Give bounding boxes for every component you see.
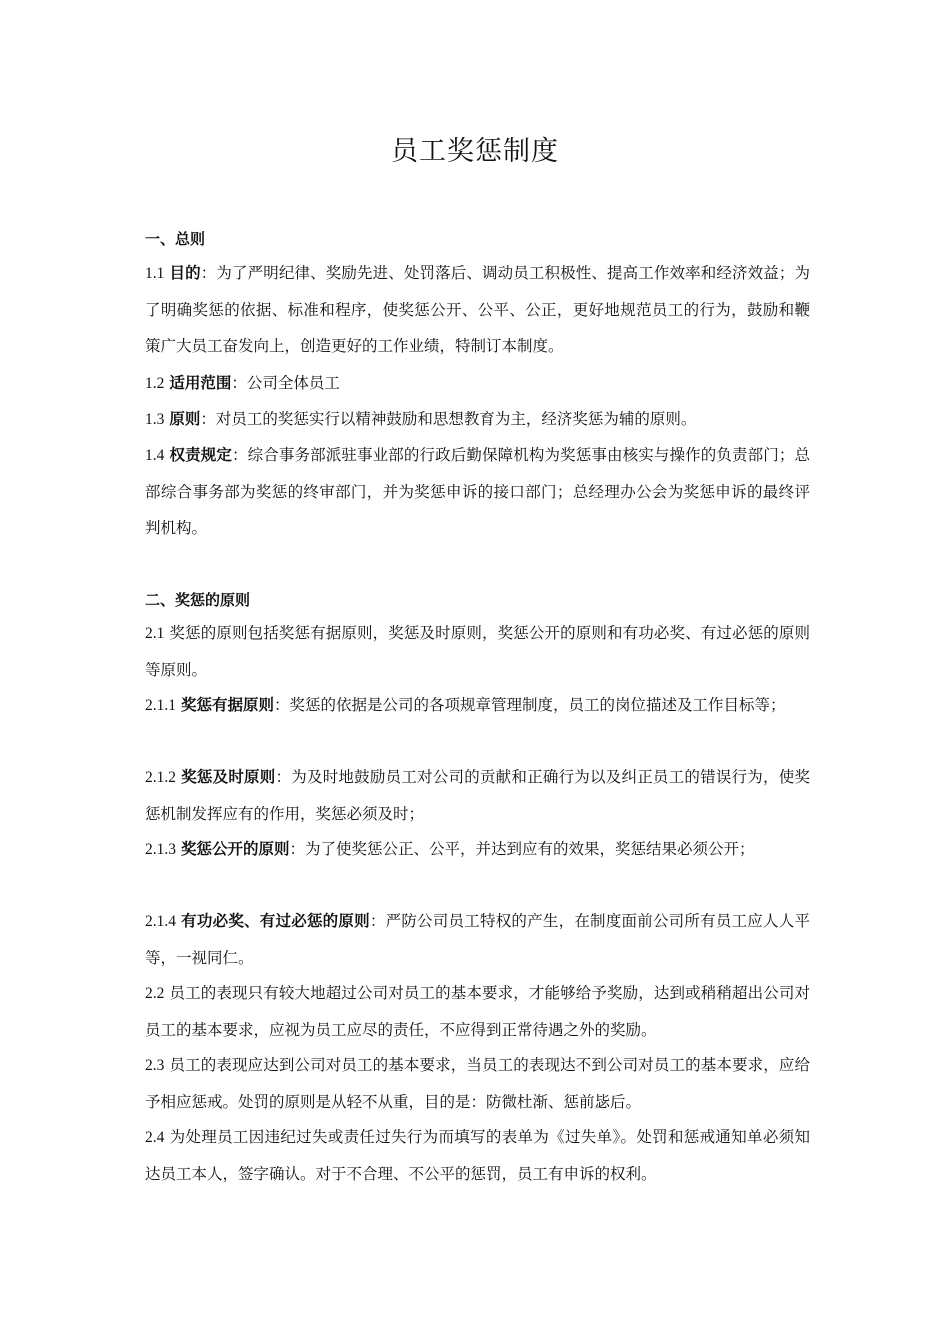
paragraph-1-4: [145, 437, 810, 546]
paragraph-label: 有功必奖、有过必惩的原则: [181, 912, 370, 930]
paragraph-number: 1.1: [145, 265, 165, 282]
paragraph-colon: ：: [200, 264, 217, 282]
paragraph-text: 公司全体员工: [246, 374, 340, 392]
paragraph-2-1-4: [145, 903, 810, 976]
paragraph-2-3: [145, 1047, 810, 1120]
document-title: 员工奖惩制度: [391, 136, 559, 167]
paragraph-number: 2.4: [145, 1129, 165, 1146]
paragraph-label: 奖惩公开的原则: [180, 840, 290, 858]
paragraph-2-4: [145, 1119, 810, 1192]
paragraph-label: 目的: [169, 264, 201, 282]
paragraph-text: 为及时地鼓励员工对公司的贡献和正确行为以及纠正员工的错误行为，使奖惩机制发挥应有的作用，奖惩必须及时；: [145, 768, 810, 823]
paragraph-number: 2.1: [145, 625, 165, 642]
paragraph-text: 对员工的奖惩实行以精神鼓励和思想教育为主，经济奖惩为辅的原则。: [215, 410, 697, 428]
paragraph-colon: ：: [231, 374, 247, 392]
paragraph-number: 1.2: [145, 375, 165, 392]
paragraph-colon: ：: [200, 410, 216, 428]
paragraph-text: 为了严明纪律、奖励先进、处罚落后、调动员工积极性、提高工作效率和经济效益；为了明确奖惩的依据、标准和程序，使奖惩公开、公平、公正，更好地规范员工的行为，鼓励和鞭策广大员工奋发向上，创造更好的工作业绩，特制订本制度。: [145, 264, 810, 355]
paragraph-number: 2.3: [145, 1057, 165, 1074]
paragraph-number: 2.1.1: [145, 697, 176, 714]
paragraph-1-2: [145, 365, 810, 402]
paragraph-2-1-1: [145, 687, 810, 724]
paragraph-2-1-2: [145, 759, 810, 832]
paragraph-colon: ：: [231, 446, 248, 464]
paragraph-number: 1.4: [145, 447, 165, 464]
paragraph-number: 1.3: [145, 411, 165, 428]
paragraph-number: 2.1.2: [145, 769, 176, 786]
paragraph-2-1: [145, 615, 810, 688]
paragraph-colon: ：: [289, 840, 305, 858]
paragraph-1-1: [145, 255, 810, 364]
paragraph-text: 为了使奖惩公正、公平，并达到应有的效果，奖惩结果必须公开；: [304, 840, 755, 858]
section-heading: 二、奖惩的原则: [145, 591, 251, 609]
paragraph-number: 2.1.3: [145, 841, 176, 858]
paragraph-colon: ：: [369, 912, 386, 930]
paragraph-number: 2.1.4: [145, 913, 176, 930]
paragraph-number: 2.2: [145, 985, 165, 1002]
paragraph-colon: ：: [273, 696, 290, 714]
paragraph-text: 员工的表现应达到公司对员工的基本要求，当员工的表现达不到公司对员工的基本要求，应给予相应惩戒。处罚的原则是从轻不从重，目的是：防微杜渐、惩前毖后。: [145, 1056, 810, 1111]
paragraph-label: 适用范围: [169, 374, 232, 392]
paragraph-colon: ：: [275, 768, 292, 786]
paragraph-text: 奖惩的原则包括奖惩有据原则，奖惩及时原则，奖惩公开的原则和有功必奖、有过必惩的原则等原则。: [145, 624, 810, 679]
paragraph-label: 原则: [169, 410, 201, 428]
paragraph-text: 员工的表现只有较大地超过公司对员工的基本要求，才能够给予奖励，达到或稍稍超出公司对员工的基本要求，应视为员工应尽的责任，不应得到正常待遇之外的奖励。: [145, 984, 810, 1039]
section-heading: 一、总则: [145, 230, 206, 248]
paragraph-2-1-3: [145, 831, 810, 868]
paragraph-text: 为处理员工因违纪过失或责任过失行为而填写的表单为《过失单》。处罚和惩戒通知单必须知达员工本人，签字确认。对于不合理、不公平的惩罚，员工有申诉的权利。: [145, 1128, 810, 1183]
paragraph-label: 奖惩及时原则: [181, 768, 276, 786]
paragraph-label: 奖惩有据原则: [180, 696, 274, 714]
paragraph-2-2: [145, 975, 810, 1048]
paragraph-1-3: [145, 401, 810, 438]
paragraph-text: 综合事务部派驻事业部的行政后勤保障机构为奖惩事由核实与操作的负责部门；总部综合事务部为奖惩的终审部门，并为奖惩申诉的接口部门；总经理办公会为奖惩申诉的最终评判机构。: [145, 446, 810, 537]
paragraph-text: 奖惩的依据是公司的各项规章管理制度，员工的岗位描述及工作目标等；: [289, 696, 786, 714]
paragraph-text: 严防公司员工特权的产生，在制度面前公司所有员工应人人平等，一视同仁。: [145, 912, 810, 967]
paragraph-label: 权责规定: [169, 446, 232, 464]
